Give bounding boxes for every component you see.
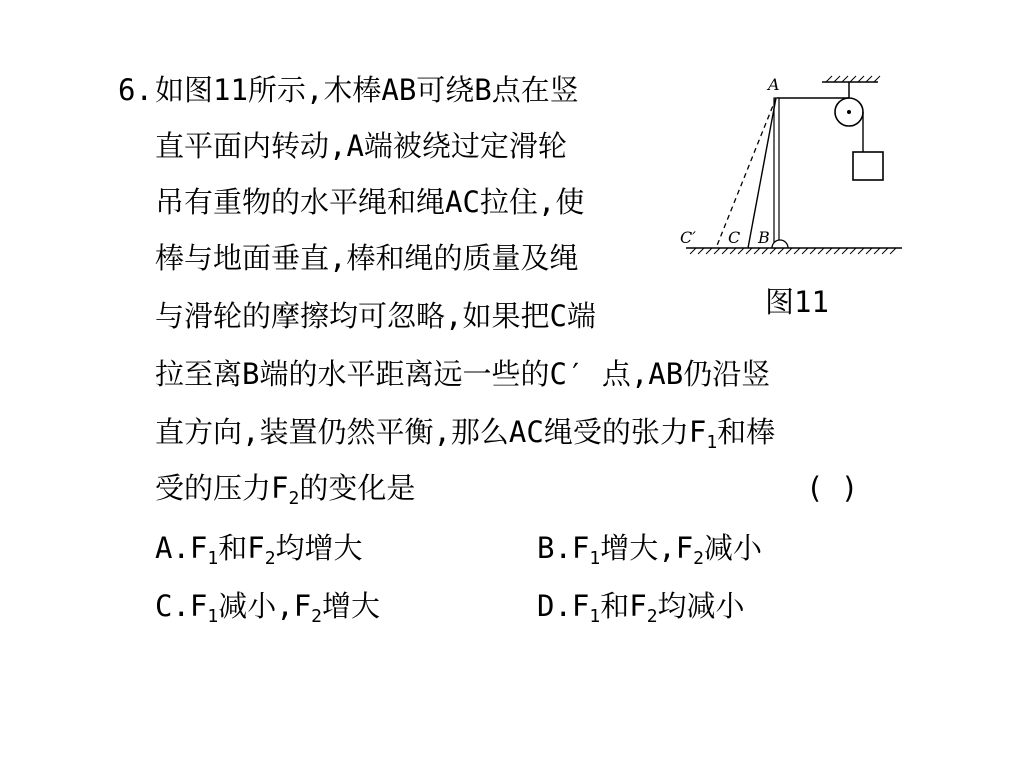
option-b-pre: B.F (537, 531, 590, 565)
hanging-weight (853, 152, 883, 180)
option-a-post: 均增大 (275, 531, 363, 565)
option-b-sub1: 1 (589, 548, 601, 569)
option-b-mid: 增大,F (600, 531, 694, 565)
ground-hatch (690, 248, 896, 254)
question-number: 6. (118, 73, 153, 107)
question-line-7 (155, 414, 776, 453)
question-line-8 (155, 470, 416, 509)
question-line-8-tail: 的变化是 (299, 471, 416, 505)
option-c-mid: 减小,F (218, 589, 312, 623)
question-line-6: 拉至离B端的水平距离远一些的C′ 点,AB仍沿竖 (155, 357, 771, 391)
question-line-3: 吊有重物的水平绳和绳AC拉住,使 (155, 185, 585, 219)
option-b[interactable] (537, 530, 763, 569)
label-a: A (768, 75, 780, 94)
option-d-sub1: 1 (589, 606, 601, 627)
question-line-8-text: 受的压力F (155, 471, 289, 505)
option-c-post: 增大 (322, 589, 381, 623)
option-d[interactable] (537, 588, 745, 627)
label-b: B (758, 228, 770, 247)
rod-ab (774, 98, 779, 248)
option-d-sub2: 2 (646, 606, 658, 627)
label-c-prime: C′ (680, 228, 696, 247)
option-a-sub1: 1 (207, 548, 219, 569)
option-d-pre: D.F (537, 589, 590, 623)
rope-ac-prime (716, 98, 776, 248)
option-a-mid: 和F (218, 531, 265, 565)
option-b-sub2: 2 (693, 548, 704, 569)
figure-11-diagram (680, 68, 910, 268)
subscript-2: 2 (288, 488, 300, 509)
question-line-2: 直平面内转动,A端被绕过定滑轮 (155, 129, 567, 163)
label-c: C (728, 228, 741, 247)
figure-caption: 图11 (765, 285, 829, 319)
option-a-pre: A.F (155, 531, 208, 565)
option-d-post: 均减小 (657, 589, 745, 623)
question-line-5: 与滑轮的摩擦均可忽略,如果把C端 (155, 299, 596, 333)
question-line-7-tail: 和棒 (717, 415, 776, 449)
option-d-mid: 和F (600, 589, 647, 623)
rope-ac (748, 98, 776, 248)
answer-bracket: ( ) (806, 471, 859, 505)
option-c-pre: C.F (155, 589, 208, 623)
option-c-sub2: 2 (311, 606, 322, 627)
option-a-sub2: 2 (264, 548, 276, 569)
question-line-4: 棒与地面垂直,棒和绳的质量及绳 (155, 241, 579, 275)
question-line-7-text: 直方向,装置仍然平衡,那么AC绳受的张力F (155, 415, 707, 449)
option-b-post: 减小 (704, 531, 763, 565)
ceiling-hatch (826, 76, 880, 82)
option-c-sub1: 1 (207, 606, 219, 627)
pulley-axle (847, 110, 851, 114)
subscript-1: 1 (706, 432, 718, 453)
option-c[interactable] (155, 588, 381, 627)
option-a[interactable] (155, 530, 363, 569)
question-line-1: 如图11所示,木棒AB可绕B点在竖 (155, 73, 579, 107)
